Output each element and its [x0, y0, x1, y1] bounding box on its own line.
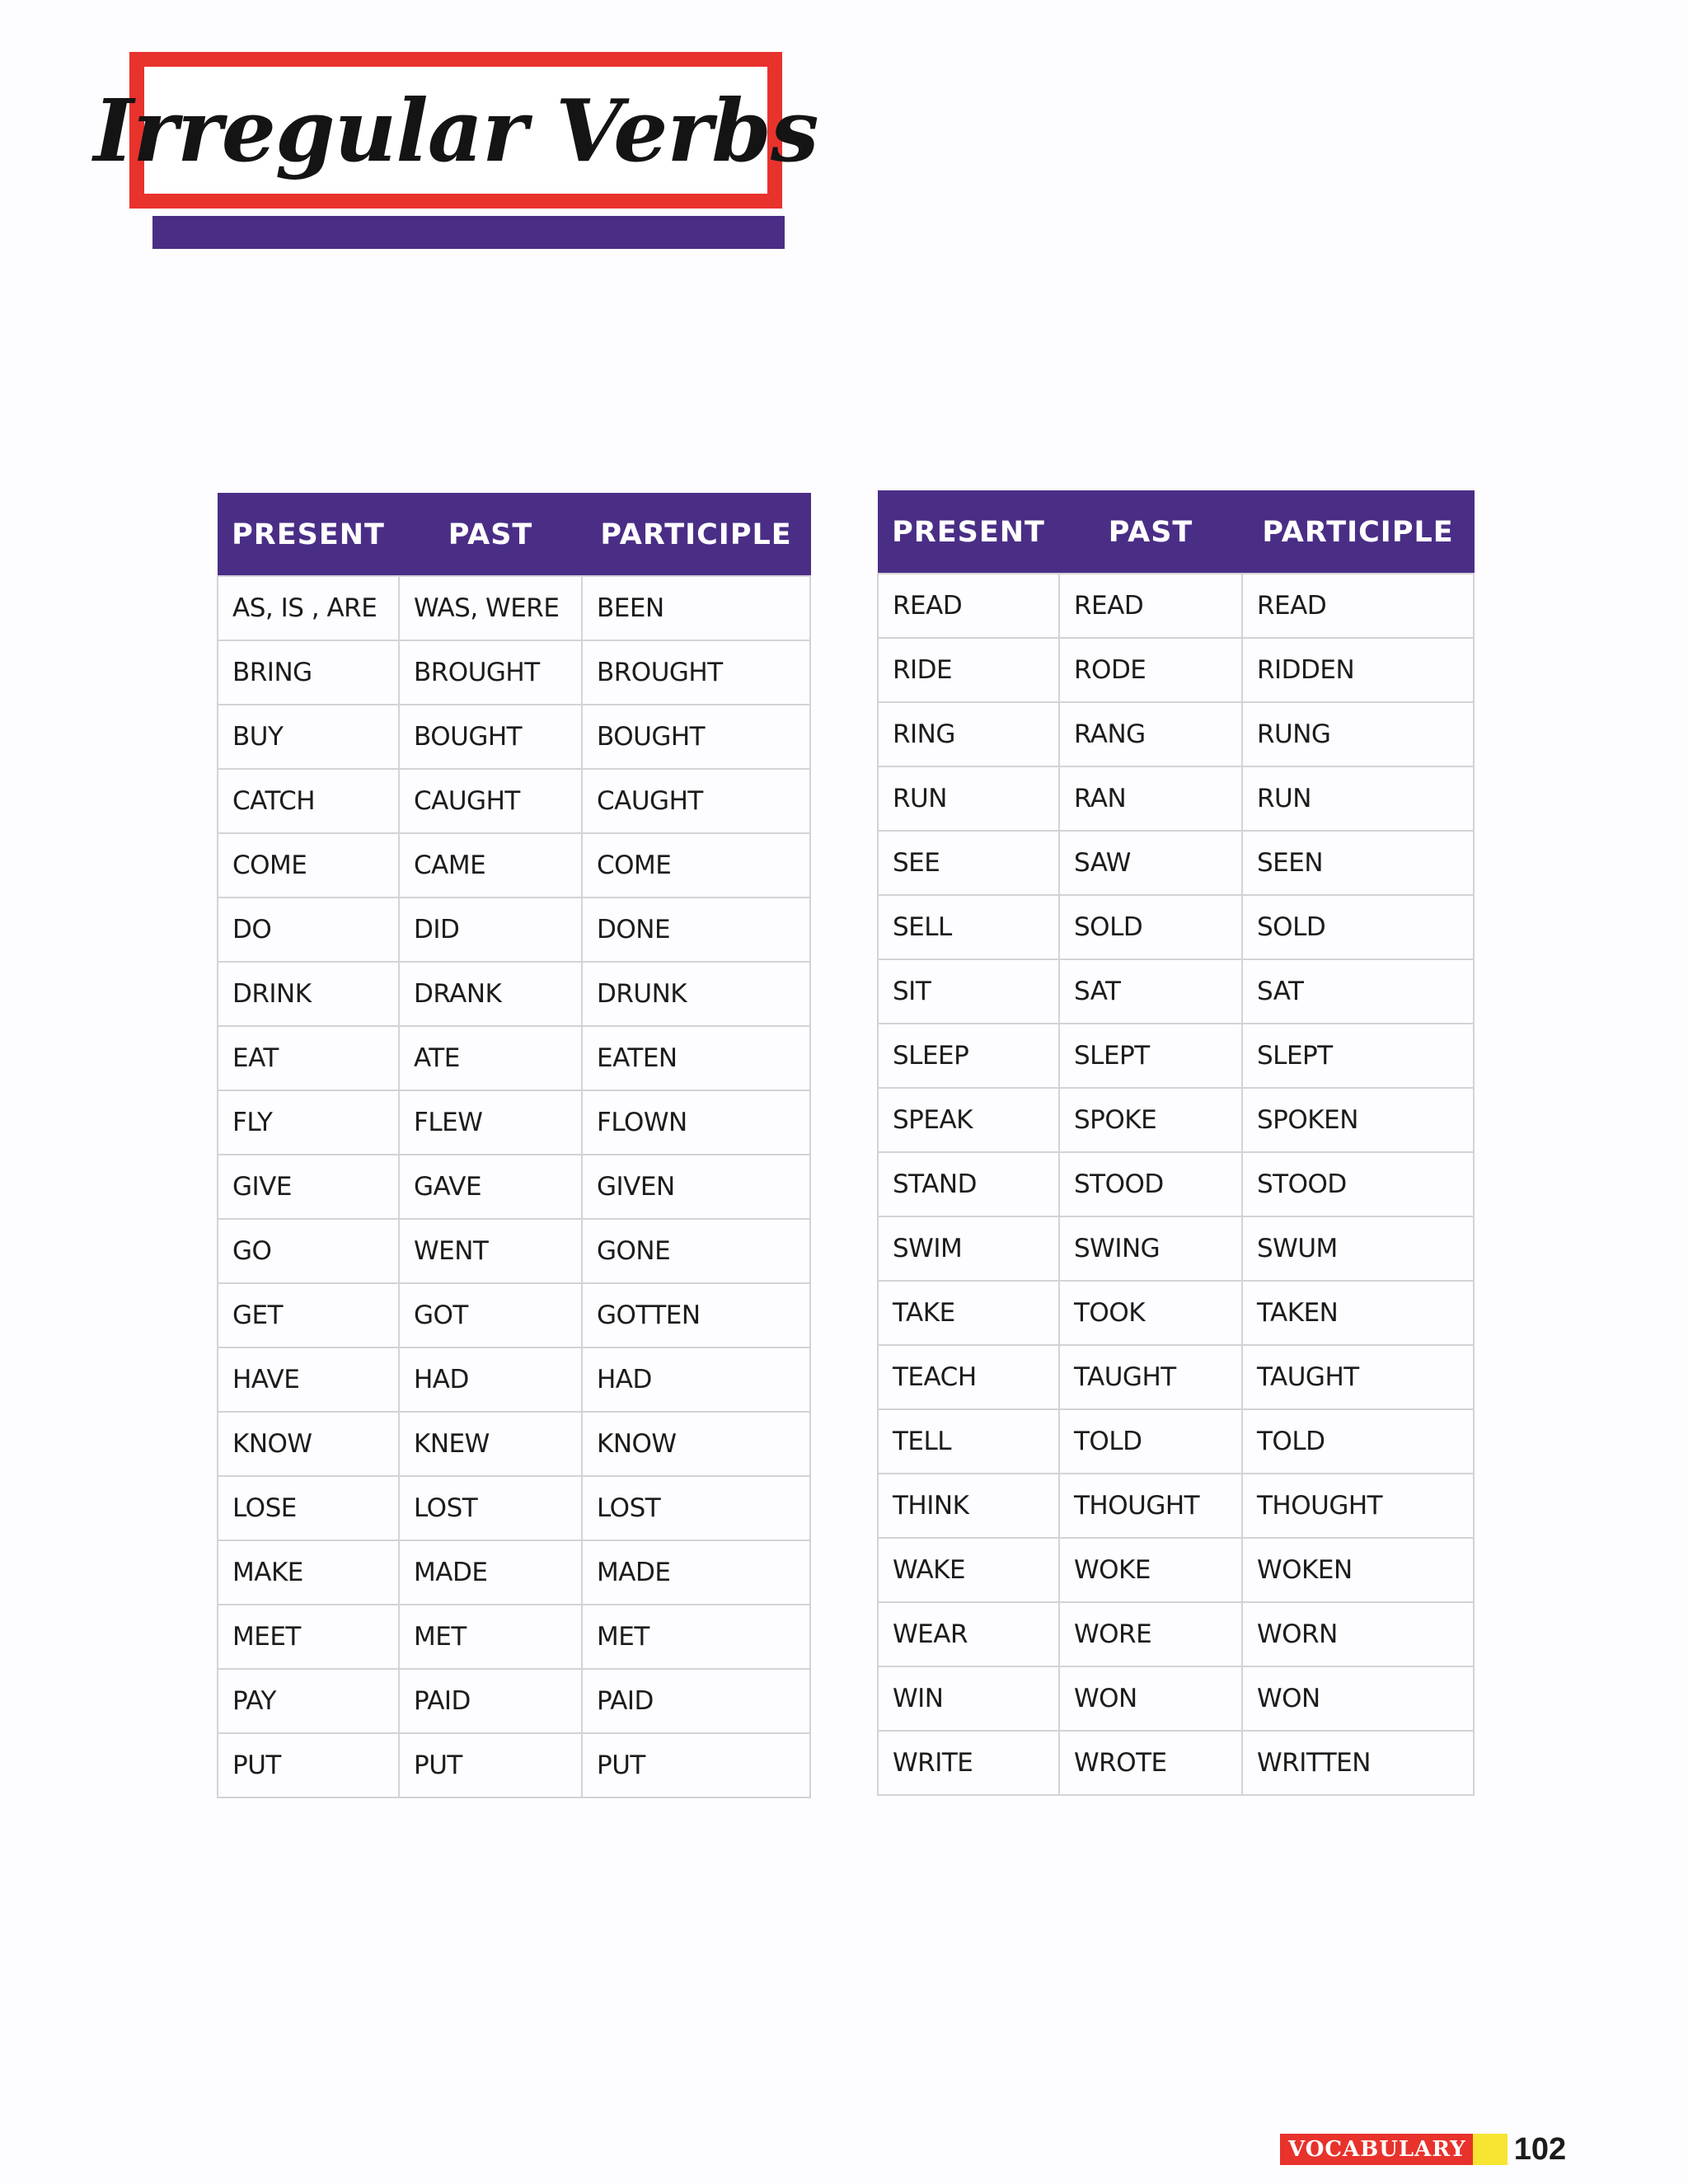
table-row [218, 769, 810, 833]
column-header-present: PRESENT [878, 491, 1059, 574]
participle-cell: DRUNK [582, 962, 810, 1026]
table-row [218, 1733, 810, 1797]
past-cell: PUT [399, 1733, 582, 1797]
column-header-present: PRESENT [218, 494, 399, 577]
present-cell: SWIM [878, 1216, 1059, 1281]
present-cell: SLEEP [878, 1024, 1059, 1088]
present-cell: WRITE [878, 1731, 1059, 1795]
present-cell: EAT [218, 1026, 399, 1090]
present-cell: STAND [878, 1152, 1059, 1216]
past-cell: THOUGHT [1059, 1474, 1242, 1538]
participle-cell: CAUGHT [582, 769, 810, 833]
table-row [878, 1602, 1474, 1666]
table-row [878, 574, 1474, 638]
present-cell: RUN [878, 766, 1059, 831]
table-row [218, 705, 810, 769]
present-cell: PAY [218, 1669, 399, 1733]
table-row [878, 766, 1474, 831]
participle-cell: LOST [582, 1476, 810, 1540]
participle-cell: BOUGHT [582, 705, 810, 769]
table-row [218, 962, 810, 1026]
participle-cell: HAD [582, 1347, 810, 1412]
table-row [878, 1024, 1474, 1088]
present-cell: CATCH [218, 769, 399, 833]
verbs-table-right [877, 490, 1475, 1796]
past-cell: READ [1059, 574, 1242, 638]
past-cell: WAS, WERE [399, 576, 582, 640]
table-row [218, 1026, 810, 1090]
table-row [218, 1283, 810, 1347]
participle-cell: TOLD [1242, 1409, 1474, 1474]
past-cell: CAME [399, 833, 582, 898]
present-cell: THINK [878, 1474, 1059, 1538]
present-cell: WIN [878, 1666, 1059, 1731]
past-cell: SOLD [1059, 895, 1242, 959]
present-cell: WAKE [878, 1538, 1059, 1602]
past-cell: CAUGHT [399, 769, 582, 833]
participle-cell: RUNG [1242, 702, 1474, 766]
table-row [878, 1088, 1474, 1152]
past-cell: WOKE [1059, 1538, 1242, 1602]
present-cell: BUY [218, 705, 399, 769]
participle-cell: PUT [582, 1733, 810, 1797]
present-cell: DRINK [218, 962, 399, 1026]
past-cell: STOOD [1059, 1152, 1242, 1216]
table-row [218, 1219, 810, 1283]
past-cell: TAUGHT [1059, 1345, 1242, 1409]
present-cell: TELL [878, 1409, 1059, 1474]
table-row [218, 640, 810, 705]
present-cell: RING [878, 702, 1059, 766]
table-row [878, 1666, 1474, 1731]
table-row [218, 576, 810, 640]
past-cell: WON [1059, 1666, 1242, 1731]
present-cell: TAKE [878, 1281, 1059, 1345]
present-cell: AS, IS , ARE [218, 576, 399, 640]
present-cell: TEACH [878, 1345, 1059, 1409]
participle-cell: SAT [1242, 959, 1474, 1024]
participle-cell: FLOWN [582, 1090, 810, 1155]
past-cell: HAD [399, 1347, 582, 1412]
present-cell: GO [218, 1219, 399, 1283]
past-cell: ATE [399, 1026, 582, 1090]
past-cell: SWING [1059, 1216, 1242, 1281]
column-header-participle: PARTICIPLE [1242, 491, 1474, 574]
table-row [218, 898, 810, 962]
past-cell: TOLD [1059, 1409, 1242, 1474]
past-cell: SAT [1059, 959, 1242, 1024]
participle-cell: SLEPT [1242, 1024, 1474, 1088]
participle-cell: GONE [582, 1219, 810, 1283]
participle-cell: THOUGHT [1242, 1474, 1474, 1538]
table-row [878, 1731, 1474, 1795]
present-cell: GIVE [218, 1155, 399, 1219]
verbs-table-left [217, 493, 811, 1798]
participle-cell: SOLD [1242, 895, 1474, 959]
past-cell: PAID [399, 1669, 582, 1733]
present-cell: MAKE [218, 1540, 399, 1605]
present-cell: RIDE [878, 638, 1059, 702]
table-row [878, 1216, 1474, 1281]
participle-cell: SEEN [1242, 831, 1474, 895]
participle-cell: PAID [582, 1669, 810, 1733]
past-cell: MET [399, 1605, 582, 1669]
verbs-table-left-body [218, 576, 810, 1797]
present-cell: PUT [218, 1733, 399, 1797]
table-row [218, 1540, 810, 1605]
past-cell: TOOK [1059, 1281, 1242, 1345]
table-row [878, 831, 1474, 895]
present-cell: COME [218, 833, 399, 898]
past-cell: RANG [1059, 702, 1242, 766]
table-row [218, 1347, 810, 1412]
table-row [218, 1412, 810, 1476]
present-cell: WEAR [878, 1602, 1059, 1666]
column-header-past: PAST [1059, 491, 1242, 574]
present-cell: KNOW [218, 1412, 399, 1476]
past-cell: GOT [399, 1283, 582, 1347]
table-row [878, 1345, 1474, 1409]
participle-cell: WRITTEN [1242, 1731, 1474, 1795]
participle-cell: SWUM [1242, 1216, 1474, 1281]
participle-cell: EATEN [582, 1026, 810, 1090]
past-cell: BROUGHT [399, 640, 582, 705]
past-cell: GAVE [399, 1155, 582, 1219]
table-header-row [878, 491, 1474, 574]
present-cell: GET [218, 1283, 399, 1347]
footer-accent-bar [1473, 2134, 1507, 2165]
past-cell: SPOKE [1059, 1088, 1242, 1152]
present-cell: BRING [218, 640, 399, 705]
participle-cell: WORN [1242, 1602, 1474, 1666]
past-cell: WENT [399, 1219, 582, 1283]
participle-cell: STOOD [1242, 1152, 1474, 1216]
participle-cell: RUN [1242, 766, 1474, 831]
present-cell: HAVE [218, 1347, 399, 1412]
table-row [878, 638, 1474, 702]
participle-cell: TAKEN [1242, 1281, 1474, 1345]
participle-cell: BROUGHT [582, 640, 810, 705]
column-header-participle: PARTICIPLE [582, 494, 810, 577]
table-row [218, 1155, 810, 1219]
title-shadow-bar [152, 216, 785, 249]
present-cell: SEE [878, 831, 1059, 895]
past-cell: BOUGHT [399, 705, 582, 769]
past-cell: FLEW [399, 1090, 582, 1155]
present-cell: SIT [878, 959, 1059, 1024]
table-row [878, 702, 1474, 766]
participle-cell: WOKEN [1242, 1538, 1474, 1602]
title-box [93, 52, 818, 209]
participle-cell: READ [1242, 574, 1474, 638]
past-cell: DRANK [399, 962, 582, 1026]
past-cell: SAW [1059, 831, 1242, 895]
table-row [218, 1476, 810, 1540]
participle-cell: RIDDEN [1242, 638, 1474, 702]
present-cell: SELL [878, 895, 1059, 959]
participle-cell: GIVEN [582, 1155, 810, 1219]
participle-cell: WON [1242, 1666, 1474, 1731]
table-row [218, 1090, 810, 1155]
page-number: 102 [1513, 2131, 1567, 2167]
participle-cell: DONE [582, 898, 810, 962]
participle-cell: GOTTEN [582, 1283, 810, 1347]
verbs-table-right-body [878, 574, 1474, 1795]
table-header-row [218, 494, 810, 577]
table-row [878, 1281, 1474, 1345]
past-cell: KNEW [399, 1412, 582, 1476]
table-row [878, 895, 1474, 959]
table-row [878, 1409, 1474, 1474]
past-cell: SLEPT [1059, 1024, 1242, 1088]
participle-cell: SPOKEN [1242, 1088, 1474, 1152]
table-row [878, 959, 1474, 1024]
past-cell: RODE [1059, 638, 1242, 702]
participle-cell: BEEN [582, 576, 810, 640]
participle-cell: MET [582, 1605, 810, 1669]
page-title: Irregular Verbs [93, 79, 818, 181]
participle-cell: TAUGHT [1242, 1345, 1474, 1409]
past-cell: RAN [1059, 766, 1242, 831]
participle-cell: KNOW [582, 1412, 810, 1476]
past-cell: LOST [399, 1476, 582, 1540]
table-row [218, 1605, 810, 1669]
page-footer [1280, 2133, 1566, 2166]
present-cell: MEET [218, 1605, 399, 1669]
past-cell: DID [399, 898, 582, 962]
table-row [218, 1669, 810, 1733]
table-row [878, 1474, 1474, 1538]
present-cell: LOSE [218, 1476, 399, 1540]
footer-section-label: VOCABULARY [1280, 2134, 1473, 2165]
present-cell: READ [878, 574, 1059, 638]
present-cell: SPEAK [878, 1088, 1059, 1152]
present-cell: FLY [218, 1090, 399, 1155]
past-cell: MADE [399, 1540, 582, 1605]
past-cell: WROTE [1059, 1731, 1242, 1795]
table-row [218, 833, 810, 898]
past-cell: WORE [1059, 1602, 1242, 1666]
column-header-past: PAST [399, 494, 582, 577]
present-cell: DO [218, 898, 399, 962]
table-row [878, 1538, 1474, 1602]
table-row [878, 1152, 1474, 1216]
participle-cell: MADE [582, 1540, 810, 1605]
participle-cell: COME [582, 833, 810, 898]
